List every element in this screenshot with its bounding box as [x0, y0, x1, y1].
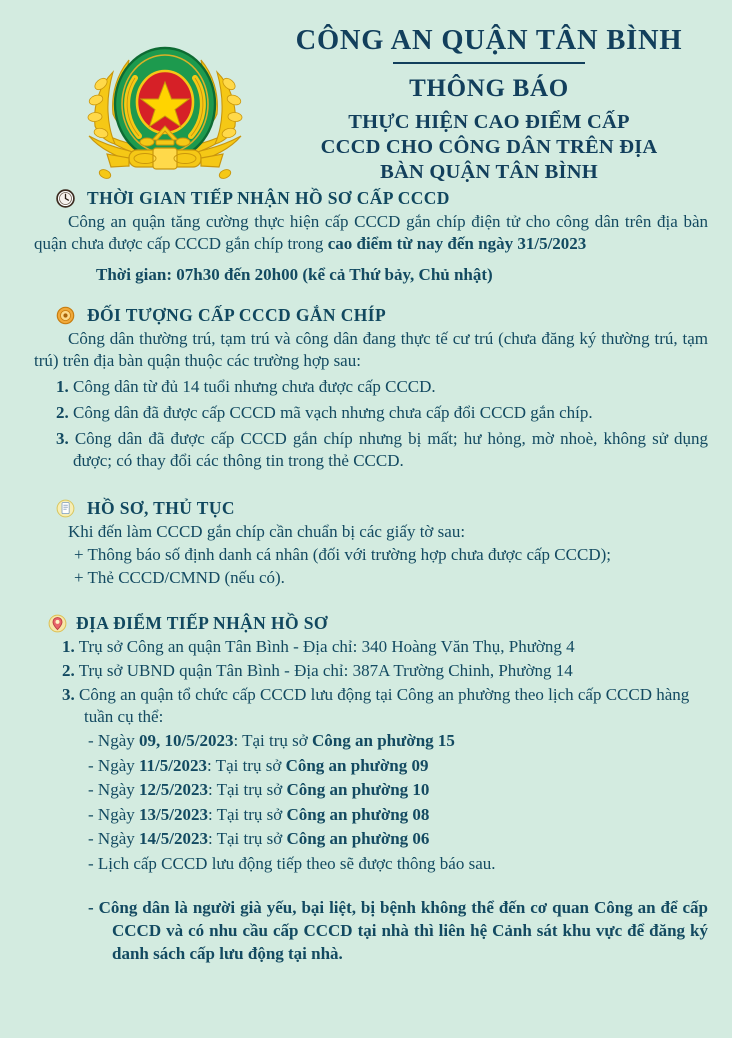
- schedule-item: [88, 828, 708, 850]
- target-icon: [56, 306, 75, 325]
- subtitle-line-2: CCCD CHO CÔNG DÂN TRÊN ĐỊA: [320, 135, 658, 158]
- location-item-text: Công an quận tổ chức cấp CCCD lưu động tại Công an phường theo lịch cấp CCCD hàng tuần cụ thể:: [79, 685, 690, 727]
- eligibility-item-text: Công dân từ đủ 14 tuổi nhưng chưa được cấp CCCD.: [73, 376, 436, 396]
- notice-subtitle: [270, 110, 708, 185]
- schedule-item: [88, 755, 708, 777]
- location-item: [62, 636, 708, 658]
- schedule-prefix: Ngày: [97, 731, 139, 751]
- section-time-paragraph-bold: cao điểm từ nay đến ngày 31/5/2023: [327, 233, 587, 253]
- section-eligibility-header: [56, 305, 708, 326]
- schedule-footer-item: [88, 853, 708, 875]
- schedule-bullet: -: [88, 780, 94, 800]
- schedule-mid: : Tại trụ sở: [207, 804, 287, 824]
- schedule-place: Công an phường 10: [286, 780, 430, 800]
- schedule-place: Công an phường 09: [285, 755, 429, 775]
- schedule-bullet: -: [88, 731, 94, 751]
- schedule-bullet: -: [88, 829, 94, 849]
- final-note-text: Công dân là người già yếu, bại liệt, bị bệnh không thể đến cơ quan Công an để cấp CCCD và có nhu cầu cấp CCCD tại nhà thì liên hệ Cảnh sát khu vực để đăng ký danh sách cấp lưu động tại nhà.: [98, 898, 708, 963]
- title-underline-rule: [393, 62, 585, 64]
- schedule-mid: : Tại trụ sở: [207, 829, 287, 849]
- schedule-date: 09, 10/5/2023: [139, 731, 234, 751]
- section-time-header: [56, 188, 708, 209]
- document-icon: [56, 499, 75, 518]
- location-pin-icon: [48, 614, 67, 633]
- notice-content: [0, 178, 732, 965]
- clock-icon: [56, 189, 75, 208]
- document-item: + Thông báo số định danh cá nhân (đối với trường hợp chưa được cấp CCCD);: [74, 544, 611, 564]
- schedule-place: Công an phường 15: [312, 731, 455, 751]
- schedule-mid: : Tại trụ sở: [233, 731, 313, 751]
- eligibility-item: [56, 428, 708, 472]
- location-item-number: 3.: [62, 685, 75, 705]
- schedule-date: 14/5/2023: [139, 829, 208, 849]
- schedule-bullet: -: [88, 755, 94, 775]
- section-locations-header: [48, 613, 708, 634]
- schedule-place: Công an phường 08: [286, 804, 430, 824]
- schedule-bullet: -: [88, 853, 94, 873]
- schedule-item: [88, 804, 708, 826]
- section-time-paragraph-plain: Công an quận tăng cường thực hiện cấp CCCD gắn chíp điện tử cho công dân trên địa bàn quận chưa được cấp CCCD gắn chíp trong: [34, 212, 708, 253]
- section-time-hours: Thời gian: 07h30 đến 20h00 (kể cả Thứ bảy, Chủ nhật): [96, 264, 493, 284]
- schedule-place: Công an phường 06: [286, 829, 430, 849]
- section-locations-title: ĐỊA ĐIỂM TIẾP NHẬN HỒ SƠ: [76, 613, 328, 634]
- eligibility-item: [56, 402, 708, 424]
- schedule-footer-text: Lịch cấp CCCD lưu động tiếp theo sẽ được thông báo sau.: [97, 853, 496, 873]
- schedule-item: [88, 779, 708, 801]
- section-documents: [34, 498, 708, 589]
- location-item-number: 1.: [62, 637, 75, 657]
- section-eligibility-intro: Công dân thường trú, tạm trú và công dân đang thực tế cư trú (chưa đăng ký thường trú, tạm trú) trên địa bàn quận thuộc các trường hợp sau:: [34, 329, 708, 370]
- section-documents-intro: Khi đến làm CCCD gắn chíp cần chuẩn bị các giấy tờ sau:: [68, 522, 466, 542]
- schedule-date: 13/5/2023: [139, 804, 208, 824]
- final-note: [88, 897, 708, 965]
- schedule-mid: : Tại trụ sở: [207, 780, 287, 800]
- eligibility-item: [56, 376, 708, 398]
- section-time: [34, 188, 708, 285]
- schedule-prefix: Ngày: [97, 829, 139, 849]
- emblem-container: [60, 26, 270, 188]
- location-item-text: Trụ sở Công an quận Tân Bình - Địa chỉ: 340 Hoàng Văn Thụ, Phường 4: [78, 637, 575, 657]
- section-documents-title: HỒ SƠ, THỦ TỤC: [87, 498, 235, 519]
- section-eligibility: [34, 305, 708, 472]
- final-note-bullet: -: [88, 898, 94, 918]
- eligibility-item-number: 3.: [56, 428, 69, 448]
- header-title-block: [270, 26, 714, 185]
- eligibility-item-text: Công dân đã được cấp CCCD gắn chíp nhưng bị mất; hư hỏng, mờ nhoè, không sử dụng được; có thay đổi các thông tin trong thẻ CCCD.: [73, 428, 708, 471]
- document-item: + Thẻ CCCD/CMND (nếu có).: [74, 567, 285, 587]
- eligibility-item-number: 1.: [56, 376, 69, 396]
- schedule-prefix: Ngày: [97, 804, 139, 824]
- schedule-date: 12/5/2023: [139, 780, 208, 800]
- notice-header: [0, 0, 732, 183]
- notice-word: THÔNG BÁO: [409, 74, 569, 102]
- schedule-prefix: Ngày: [97, 755, 139, 775]
- organization-name: CÔNG AN QUẬN TÂN BÌNH: [295, 25, 683, 56]
- section-documents-header: [56, 498, 708, 519]
- schedule-mid: : Tại trụ sở: [207, 755, 286, 775]
- location-item-number: 2.: [62, 661, 75, 681]
- vietnam-public-security-emblem-icon: [77, 38, 253, 188]
- location-item-text: Trụ sở UBND quận Tân Bình - Địa chỉ: 387A Trường Chinh, Phường 14: [78, 661, 573, 681]
- section-eligibility-title: ĐỐI TƯỢNG CẤP CCCD GẮN CHÍP: [87, 305, 387, 326]
- section-time-title: THỜI GIAN TIẾP NHẬN HỒ SƠ CẤP CCCD: [87, 188, 450, 208]
- subtitle-line-1: THỰC HIỆN CAO ĐIỂM CẤP: [348, 110, 630, 133]
- location-item: [62, 684, 708, 728]
- eligibility-item-number: 2.: [56, 402, 69, 422]
- schedule-item: [88, 730, 708, 752]
- schedule-bullet: -: [88, 804, 94, 824]
- subtitle-line-3: BÀN QUẬN TÂN BÌNH: [380, 160, 598, 183]
- eligibility-item-text: Công dân đã được cấp CCCD mã vạch nhưng chưa cấp đổi CCCD gắn chíp.: [73, 402, 593, 422]
- schedule-date: 11/5/2023: [139, 755, 208, 775]
- section-time-paragraph: [34, 211, 708, 255]
- section-locations: [34, 613, 708, 875]
- schedule-prefix: Ngày: [97, 780, 139, 800]
- location-item: [62, 660, 708, 682]
